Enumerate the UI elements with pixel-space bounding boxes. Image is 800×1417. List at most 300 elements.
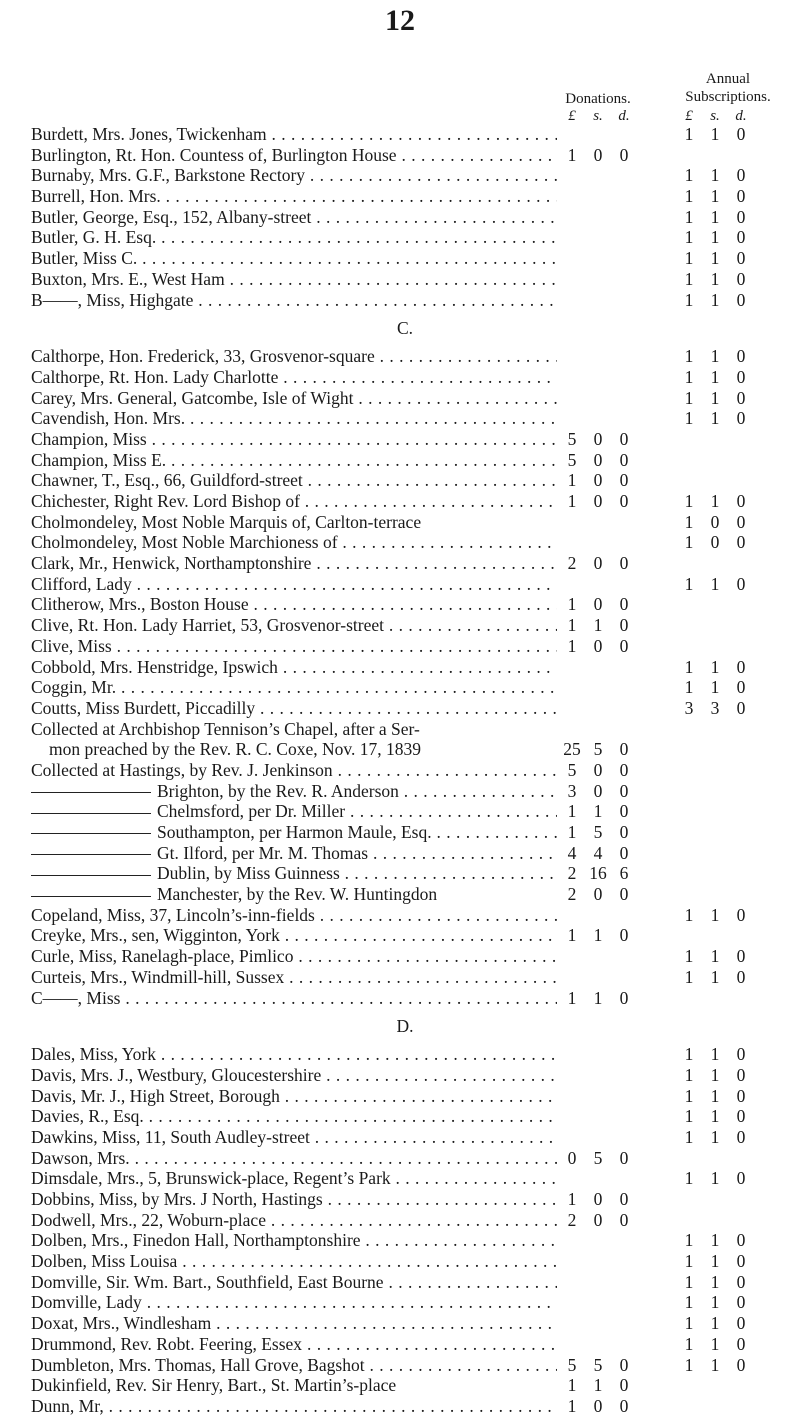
entry-name-text: mon preached by the Rev. R. C. Coxe, Nov. 17, 1839 [49,739,421,760]
annual-pence: 0 [736,1251,746,1272]
annual-pounds: 1 [684,1251,694,1272]
list-item [0,186,800,207]
annual-pence: 0 [736,697,746,718]
annual-pounds: 1 [684,1292,694,1313]
annual-pounds: 1 [684,656,694,677]
list-item [0,269,800,290]
list-item [0,1044,800,1065]
donation-pence: 0 [619,1147,629,1168]
donation-pounds: 1 [567,144,577,165]
annual-pounds: 1 [684,491,694,511]
entry-name-text: B——, Miss, Highgate [31,289,194,310]
annual-pounds: 1 [684,1044,694,1065]
entry-name [31,1106,557,1127]
entry-name-text: Clark, Mr., Henwick, Northamptonshire [31,553,312,574]
annual-shillings: 1 [710,268,720,289]
list-item [0,905,800,926]
ditto-dash [31,875,151,876]
currency-pence: d. [735,108,747,124]
entry-name-text: Drummond, Rev. Robt. Feering, Essex [31,1333,303,1354]
annual-pounds: 1 [684,904,694,925]
entry-name [31,290,557,311]
entry-name-text: Collected at Hastings, by Rev. J. Jenkinson [31,759,333,780]
donation-pounds: 5 [567,449,577,470]
entry-name [31,1210,557,1231]
annual-shillings: 1 [710,248,720,269]
list-item [0,760,800,781]
annual-pence: 0 [736,1126,746,1147]
entry-name [31,967,557,988]
entry-name-text: Calthorpe, Rt. Hon. Lady Charlotte [31,366,279,387]
annual-pounds: 1 [684,186,694,207]
donation-shillings: 1 [593,801,603,822]
donation-pence: 0 [619,925,629,946]
donation-pence: 0 [619,449,629,470]
donation-pounds: 1 [567,1395,577,1416]
list-item [0,1210,800,1231]
donation-shillings: 0 [593,780,603,801]
annual-pounds: 1 [684,165,694,186]
list-item [0,739,800,760]
donations-currency-header [559,108,637,125]
annual-pounds: 1 [684,366,694,387]
donation-pounds: 1 [567,1189,577,1209]
donation-pence: 0 [619,615,629,636]
annual-pounds: 1 [684,573,694,594]
entry-name [31,248,557,269]
list-item [0,1148,800,1169]
list-item [0,145,800,166]
annual-pence: 0 [736,268,746,289]
entry-name [31,1272,557,1293]
donation-shillings: 0 [593,144,603,165]
annual-pounds: 1 [684,1333,694,1354]
entry-name [31,207,557,228]
entry-name-text: Clive, Rt. Hon. Lady Harriet, 53, Grosvenor-street [31,615,384,636]
entry-name [31,1375,557,1396]
entry-name-text: Champion, Miss [31,428,147,449]
donation-pence: 0 [619,1354,629,1375]
entry-name-text: Coggin, Mr. [31,677,117,698]
list-item [0,1065,800,1086]
donation-shillings: 0 [593,1395,603,1416]
donation-pence: 0 [619,822,629,842]
entry-name [31,615,557,636]
donation-pence: 0 [619,470,629,491]
annual-shillings: 1 [710,1313,720,1334]
annual-shillings: 1 [710,1292,720,1313]
annual-shillings: 1 [710,1333,720,1354]
entry-name [31,801,557,822]
entry-name-text: Buxton, Mrs. E., West Ham [31,268,225,289]
donation-pounds: 1 [567,1375,577,1396]
entry-name-text: Domville, Lady [31,1292,142,1313]
annual-pounds: 1 [684,1064,694,1085]
donation-pence: 0 [619,987,629,1008]
entry-name-text: Burlington, Rt. Hon. Countess of, Burlington House [31,144,397,165]
entry-name-text: Creyke, Mrs., sen, Wigginton, York [31,925,280,946]
entry-name [31,532,557,553]
entry-name [31,822,557,843]
entry-name-text: Collected at Archbishop Tennison’s Chapel, after a Ser- [31,718,420,739]
list-item [0,967,800,988]
list-item [0,429,800,450]
list-item [0,1168,800,1189]
donation-pence: 0 [619,1375,629,1396]
annual-pence: 0 [736,573,746,594]
donation-pounds: 3 [567,780,577,801]
list-item [0,781,800,802]
annual-shillings: 1 [710,1230,720,1251]
annual-shillings: 1 [710,946,720,967]
annual-subscriptions-header [663,70,793,106]
annual-header-line1: Annual [705,71,751,87]
annual-pence: 0 [736,124,746,144]
donation-pence: 0 [619,635,629,656]
donation-pounds: 1 [567,491,577,511]
entry-name [31,1065,557,1086]
annual-pounds: 1 [684,248,694,269]
donation-pounds: 1 [567,822,577,842]
donation-shillings: 5 [593,822,603,842]
annual-pounds: 1 [684,1085,694,1106]
annual-pounds: 1 [684,268,694,289]
list-item [0,657,800,678]
annual-pounds: 1 [684,532,694,553]
donation-shillings: 1 [593,987,603,1008]
annual-shillings: 1 [710,387,720,408]
donation-pounds: 1 [567,925,577,946]
donation-shillings: 0 [593,491,603,511]
entry-name [31,227,557,248]
annual-pounds: 1 [684,387,694,408]
entry-name [31,186,557,207]
annual-pence: 0 [736,366,746,387]
entry-name [31,1044,557,1065]
donation-shillings: 4 [593,842,603,863]
donation-shillings: 1 [593,1375,603,1396]
list-item [0,988,800,1009]
entry-name-text: Cobbold, Mrs. Henstridge, Ipswich [31,656,278,677]
donation-pence: 0 [619,759,629,780]
donation-shillings: 0 [593,1209,603,1230]
annual-shillings: 1 [710,573,720,594]
donation-shillings: 0 [593,428,603,449]
entry-name [31,905,557,926]
list-item [0,884,800,905]
entry-name-text: Dolben, Mrs., Finedon Hall, Northamptonshire [31,1230,361,1251]
annual-shillings: 1 [710,165,720,186]
entry-name-text: Cholmondeley, Most Noble Marquis of, Carlton-terrace [31,511,422,532]
entry-name-text: Davies, R., Esq. [31,1106,144,1127]
entry-name [31,553,557,574]
annual-shillings: 1 [710,186,720,207]
annual-pence: 0 [736,1168,746,1189]
annual-shillings: 1 [710,124,720,144]
list-item [0,470,800,491]
entry-name-text: Dobbins, Miss, by Mrs. J North, Hastings [31,1189,323,1209]
entry-name [31,408,557,429]
donation-pence: 0 [619,884,629,905]
entry-name-text: Dodwell, Mrs., 22, Woburn-place [31,1209,266,1230]
list-item [0,574,800,595]
entry-name [31,1230,557,1251]
entry-name [31,165,557,186]
annual-pence: 0 [736,408,746,429]
entry-name-text: Dublin, by Miss Guinness [157,863,340,884]
donation-pence: 0 [619,780,629,801]
entry-name-text: Burdett, Mrs. Jones, Twickenham [31,124,267,144]
entry-name [31,346,557,367]
list-item [0,346,800,367]
entry-name-text: Dales, Miss, York [31,1044,156,1065]
annual-pence: 0 [736,387,746,408]
annual-pence: 0 [736,1313,746,1334]
list-item [0,1355,800,1376]
annual-shillings: 1 [710,677,720,698]
donation-shillings: 0 [593,553,603,574]
annual-shillings: 1 [710,289,720,310]
annual-currency-header [676,108,754,125]
donation-pence: 0 [619,842,629,863]
section-heading: D. [396,1016,414,1037]
donation-shillings: 5 [593,1354,603,1375]
list-item [0,1189,800,1210]
annual-pence: 0 [736,656,746,677]
entry-name-text: Davis, Mr. J., High Street, Borough [31,1085,280,1106]
donation-pence: 0 [619,1395,629,1416]
entry-name-text: Dunn, Mr, [31,1395,104,1416]
list-item [0,677,800,698]
entry-name-text: Burnaby, Mrs. G.F., Barkstone Rectory [31,165,306,186]
annual-shillings: 1 [710,366,720,387]
entry-name [31,636,557,657]
ditto-dash [31,896,151,897]
donation-pounds: 2 [567,863,577,884]
entry-name-text: C——, Miss [31,987,121,1008]
list-item [0,843,800,864]
entry-name [31,657,557,678]
list-item [0,1292,800,1313]
entry-name [31,1168,557,1189]
annual-shillings: 1 [710,408,720,429]
entry-name [31,124,557,145]
entry-name-text: Burrell, Hon. Mrs. [31,186,161,207]
annual-pence: 0 [736,1333,746,1354]
annual-shillings: 1 [710,1168,720,1189]
entry-name-text: Davis, Mrs. J., Westbury, Gloucestershire [31,1064,322,1085]
donation-pence: 0 [619,594,629,615]
entry-name [31,367,557,388]
entry-name-text: Dawkins, Miss, 11, South Audley-street [31,1126,310,1147]
list-item [0,491,800,512]
annual-shillings: 1 [710,227,720,248]
annual-pounds: 1 [684,946,694,967]
entry-name-text: Doxat, Mrs., Windlesham [31,1313,212,1334]
annual-pence: 0 [736,289,746,310]
donation-shillings: 1 [593,925,603,946]
entry-name-text: Butler, G. H. Esq. [31,227,157,248]
annual-shillings: 1 [710,904,720,925]
annual-shillings: 1 [710,656,720,677]
entry-name [49,739,557,760]
list-item [0,165,800,186]
annual-pence: 0 [736,946,746,967]
annual-pounds: 1 [684,289,694,310]
entry-name-text: Calthorpe, Hon. Frederick, 33, Grosvenor-square [31,346,375,367]
entry-name [31,512,557,533]
annual-pence: 0 [736,966,746,987]
donation-shillings: 0 [593,884,603,905]
donation-pounds: 1 [567,594,577,615]
entry-name [31,719,557,740]
entry-name-text: Dolben, Miss Louisa [31,1251,178,1272]
currency-shillings: s. [710,108,720,124]
annual-pounds: 1 [684,1271,694,1292]
list-item [0,1272,800,1293]
entry-name-text: Cavendish, Hon. Mrs. [31,408,186,429]
entry-name-text: Dumbleton, Mrs. Thomas, Hall Grove, Bagshot [31,1354,365,1375]
donations-header: Donations. [565,91,631,107]
list-item [0,594,800,615]
list-item [0,124,800,145]
list-item [0,801,800,822]
annual-shillings: 1 [710,966,720,987]
donation-pounds: 2 [567,553,577,574]
entry-name [31,988,557,1009]
annual-pounds: 1 [684,966,694,987]
entry-name [31,574,557,595]
donation-pounds: 1 [567,615,577,636]
donation-pence: 0 [619,1189,629,1209]
list-item [0,227,800,248]
annual-pounds: 1 [684,1106,694,1127]
entry-name [31,843,557,864]
annual-pounds: 1 [684,677,694,698]
donation-pence: 0 [619,739,629,760]
entry-name-text: Carey, Mrs. General, Gatcombe, Isle of Wight [31,387,354,408]
annual-shillings: 1 [710,1064,720,1085]
entry-name-text: Champion, Miss E. [31,449,167,470]
entry-name-text: Clifford, Lady [31,573,132,594]
entry-name [31,863,557,884]
annual-shillings: 1 [710,1106,720,1127]
entry-name [31,145,557,166]
list-item [0,450,800,471]
currency-shillings: s. [593,108,603,124]
donation-shillings: 5 [593,1147,603,1168]
annual-shillings: 0 [710,511,720,532]
entry-name-text: Butler, George, Esq., 152, Albany-street [31,206,312,227]
list-item [0,1375,800,1396]
entry-name [31,925,557,946]
entry-name-text: Curle, Miss, Ranelagh-place, Pimlico [31,946,294,967]
list-item [0,388,800,409]
entry-name [31,1127,557,1148]
annual-shillings: 1 [710,1044,720,1065]
entry-name-text: Chelmsford, per Dr. Miller [157,801,346,822]
donation-pounds: 4 [567,842,577,863]
entry-name [31,429,557,450]
list-item [0,1086,800,1107]
annual-pounds: 1 [684,1313,694,1334]
annual-pence: 0 [736,511,746,532]
entry-name [31,677,557,698]
entry-name-text: Cholmondeley, Most Noble Marchioness of [31,532,338,553]
annual-pence: 0 [736,904,746,925]
entry-name [31,1355,557,1376]
annual-pence: 0 [736,186,746,207]
donation-shillings: 16 [589,863,607,884]
annual-pounds: 1 [684,408,694,429]
list-item [0,207,800,228]
list-item [0,863,800,884]
entry-name [31,1313,557,1334]
list-item [0,698,800,719]
annual-pence: 0 [736,1230,746,1251]
list-item [0,946,800,967]
annual-pence: 0 [736,227,746,248]
donation-pence: 0 [619,1209,629,1230]
list-item [0,367,800,388]
entry-name-text: Manchester, by the Rev. W. Huntingdon [157,884,438,905]
entry-name [31,388,557,409]
ditto-dash [31,813,151,814]
annual-pounds: 3 [684,697,694,718]
donation-pounds: 5 [567,1354,577,1375]
list-item [0,615,800,636]
donation-pounds: 25 [563,739,581,760]
annual-pence: 0 [736,1271,746,1292]
annual-pence: 0 [736,206,746,227]
list-item [0,719,800,740]
list-item [0,1127,800,1148]
annual-shillings: 1 [710,206,720,227]
donation-pounds: 1 [567,987,577,1008]
donation-shillings: 0 [593,449,603,470]
entry-name [31,1148,557,1169]
entry-name [31,450,557,471]
entry-name-text: Butler, Miss C. [31,248,138,269]
entry-name [31,781,557,802]
annual-shillings: 0 [710,532,720,553]
donation-pounds: 2 [567,884,577,905]
entry-name-text: Dawson, Mrs. [31,1147,130,1168]
annual-shillings: 1 [710,1271,720,1292]
entry-name-text: Clive, Miss [31,635,112,656]
annual-pence: 0 [736,532,746,553]
donation-shillings: 0 [593,470,603,491]
entry-name-text: Domville, Sir. Wm. Bart., Southfield, East Bourne [31,1271,384,1292]
list-item [0,1251,800,1272]
donation-shillings: 1 [593,615,603,636]
list-item [0,290,800,311]
list-item [0,1334,800,1355]
entry-name-text: Southampton, per Harmon Maule, Esq. [157,822,432,842]
annual-shillings: 1 [710,1354,720,1375]
annual-pounds: 1 [684,124,694,144]
annual-shillings: 3 [710,697,720,718]
entry-name-text: Chawner, T., Esq., 66, Guildford-street [31,470,303,491]
donation-shillings: 5 [593,739,603,760]
annual-pence: 0 [736,1085,746,1106]
entry-name [31,1189,557,1210]
currency-pounds: £ [685,108,693,124]
ditto-dash [31,792,151,793]
entry-name-text: Coutts, Miss Burdett, Piccadilly [31,697,256,718]
annual-pounds: 1 [684,511,694,532]
entry-name [31,1251,557,1272]
